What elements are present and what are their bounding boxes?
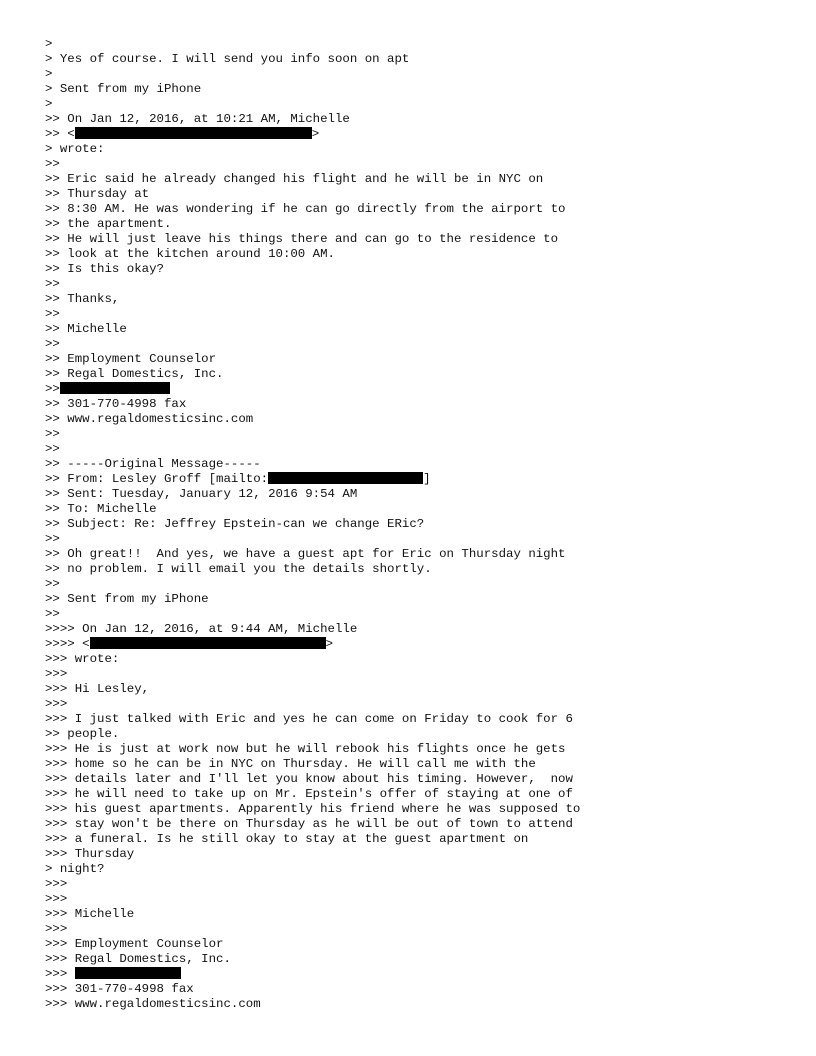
email-line: >>> a funeral. Is he still okay to stay at the guest apartment on <box>45 832 529 846</box>
email-line: >>> his guest apartments. Apparently his friend where he was supposed to <box>45 802 581 816</box>
email-line: >> Subject: Re: Jeffrey Epstein-can we change ERic? <box>45 517 425 531</box>
line-text: >> From: Lesley Groff [mailto: <box>45 472 269 486</box>
email-line: >>> details later and I'll let you know about his timing. However, now <box>45 772 573 786</box>
email-line: >>> <box>45 667 68 681</box>
email-line: > <box>45 67 53 81</box>
email-line: >>> Employment Counselor <box>45 937 224 951</box>
email-line <box>45 472 785 487</box>
email-line: >>> I just talked with Eric and yes he can come on Friday to cook for 6 <box>45 712 573 726</box>
email-line: >> 301-770-4998 fax <box>45 397 187 411</box>
email-document <box>45 37 785 1012</box>
email-line: >>> <box>45 922 68 936</box>
email-line: >>> <box>45 697 68 711</box>
email-line: >> To: Michelle <box>45 502 157 516</box>
email-line <box>45 127 785 142</box>
email-line: >> <box>45 277 60 291</box>
email-line: >> Employment Counselor <box>45 352 217 366</box>
email-line: >> Thanks, <box>45 292 120 306</box>
redaction-bar <box>90 637 326 649</box>
email-line: >> people. <box>45 727 120 741</box>
redaction-bar <box>268 472 423 484</box>
email-line: > night? <box>45 862 105 876</box>
email-line: >> Regal Domestics, Inc. <box>45 367 224 381</box>
email-line: >> Is this okay? <box>45 262 164 276</box>
email-line: >> Thursday at <box>45 187 150 201</box>
email-line: >> no problem. I will email you the details shortly. <box>45 562 432 576</box>
email-line: >> <box>45 577 60 591</box>
email-line: >> 8:30 AM. He was wondering if he can go directly from the airport to <box>45 202 566 216</box>
email-line: >>> Hi Lesley, <box>45 682 150 696</box>
email-line <box>45 637 785 652</box>
email-line: >> <box>45 157 60 171</box>
redaction-bar <box>75 967 181 979</box>
line-text: >> <box>45 382 60 396</box>
email-line: >> Oh great!! And yes, we have a guest apt for Eric on Thursday night <box>45 547 566 561</box>
email-line: >>> Michelle <box>45 907 135 921</box>
line-text: >>>> < <box>45 637 90 651</box>
email-line: >>>> On Jan 12, 2016, at 9:44 AM, Michelle <box>45 622 358 636</box>
email-line: >>> Regal Domestics, Inc. <box>45 952 231 966</box>
email-line: >> the apartment. <box>45 217 172 231</box>
email-line: >> On Jan 12, 2016, at 10:21 AM, Michelle <box>45 112 350 126</box>
email-line: >> <box>45 442 60 456</box>
email-line: >>> He is just at work now but he will rebook his flights once he gets <box>45 742 566 756</box>
email-line: >> <box>45 427 60 441</box>
email-line: >> Eric said he already changed his flight and he will be in NYC on <box>45 172 544 186</box>
email-line: >>> <box>45 877 68 891</box>
email-line: > wrote: <box>45 142 105 156</box>
email-line: >> Sent from my iPhone <box>45 592 209 606</box>
email-line: >>> he will need to take up on Mr. Epstein's offer of staying at one of <box>45 787 573 801</box>
email-line: >> look at the kitchen around 10:00 AM. <box>45 247 335 261</box>
email-line: >> Michelle <box>45 322 127 336</box>
email-line: >>> <box>45 892 68 906</box>
email-line: >>> 301-770-4998 fax <box>45 982 194 996</box>
email-line: >> <box>45 337 60 351</box>
email-line: > <box>45 97 53 111</box>
email-line: >>> wrote: <box>45 652 120 666</box>
line-text: >> < <box>45 127 75 141</box>
email-line: >> <box>45 532 60 546</box>
redaction-bar <box>75 127 312 139</box>
email-line: >> He will just leave his things there and can go to the residence to <box>45 232 559 246</box>
email-line: >> Sent: Tuesday, January 12, 2016 9:54 AM <box>45 487 358 501</box>
email-line: >>> stay won't be there on Thursday as he will be out of town to attend <box>45 817 573 831</box>
line-text: >>> <box>45 967 75 981</box>
line-text: > <box>311 127 320 141</box>
email-line: > <box>45 37 53 51</box>
line-text: > <box>325 637 334 651</box>
email-line: >> <box>45 607 60 621</box>
email-line: >> www.regaldomesticsinc.com <box>45 412 254 426</box>
email-line <box>45 967 785 982</box>
email-line: > Yes of course. I will send you info soon on apt <box>45 52 410 66</box>
email-line: >> <box>45 307 60 321</box>
email-line: >>> Thursday <box>45 847 135 861</box>
email-line: > Sent from my iPhone <box>45 82 202 96</box>
email-line: >>> home so he can be in NYC on Thursday. He will call me with the <box>45 757 536 771</box>
email-line: >>> www.regaldomesticsinc.com <box>45 997 261 1011</box>
redaction-bar <box>60 382 170 394</box>
email-line <box>45 382 785 397</box>
email-line: >> -----Original Message----- <box>45 457 261 471</box>
line-text: ] <box>423 472 431 486</box>
